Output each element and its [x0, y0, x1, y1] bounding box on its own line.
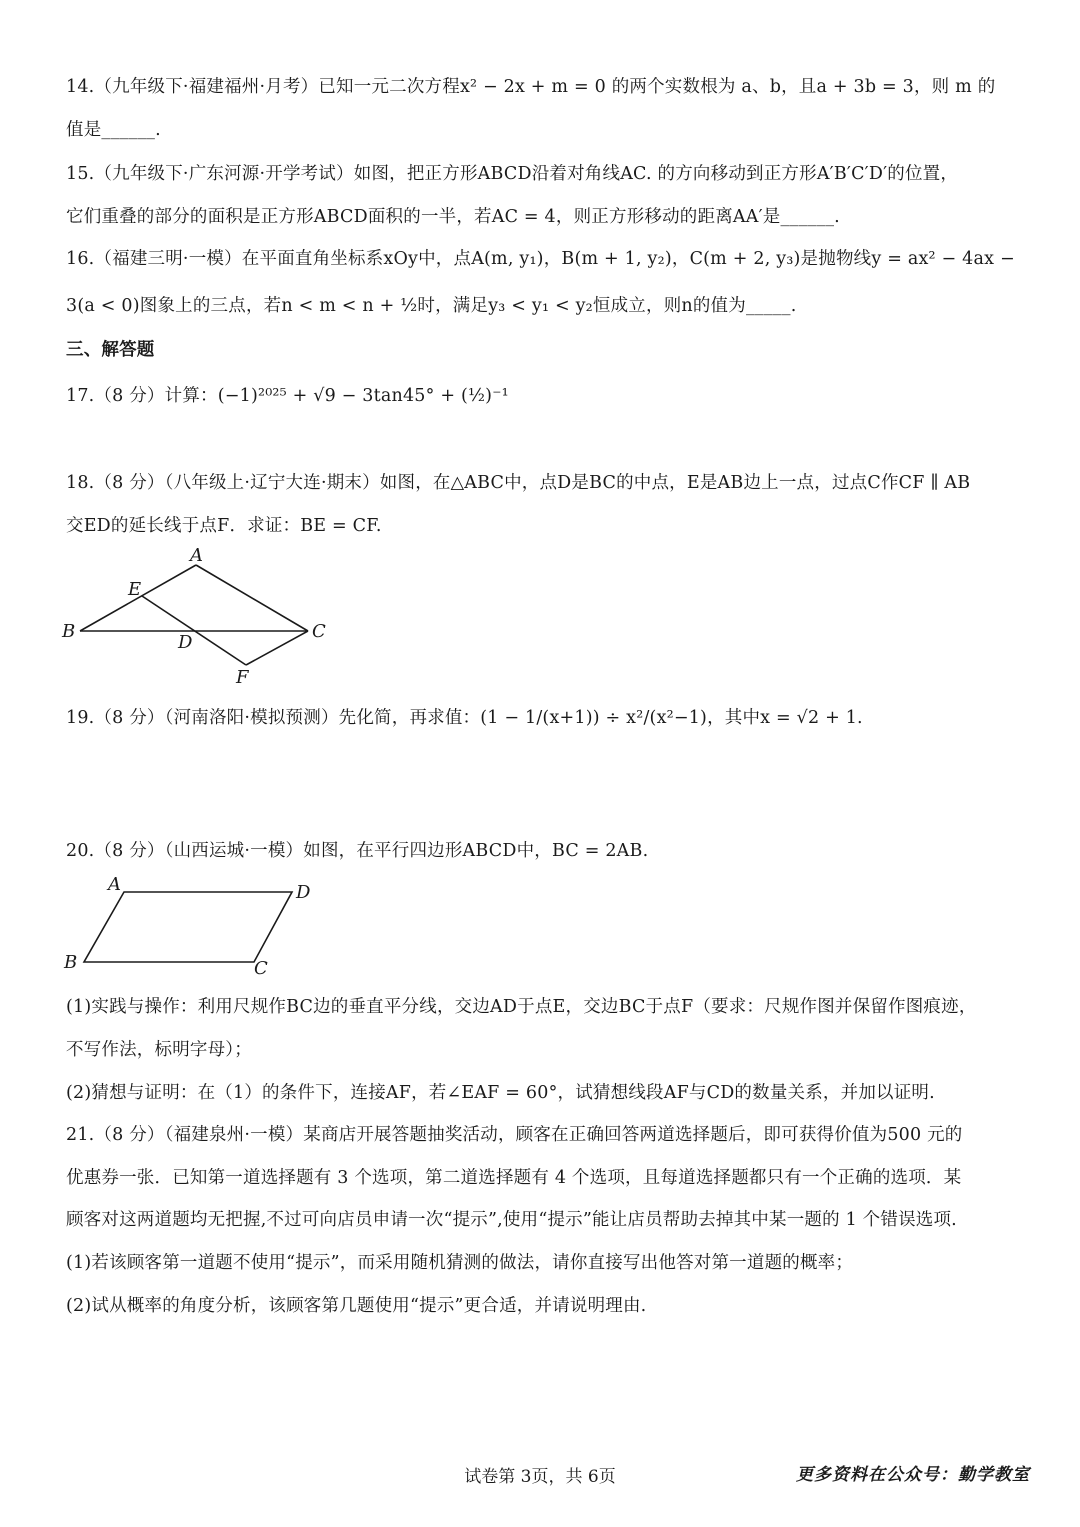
q21-part1: (1)若该顾客第一道题不使用“提示”，而采用随机猜测的做法，请你直接写出他答对第一道题的概率；	[66, 1253, 854, 1273]
q14-line2: 值是______.	[66, 120, 161, 140]
triangle-figure	[58, 545, 348, 690]
q18-line2: 交ED的延长线于点F．求证：BE = CF.	[66, 516, 382, 536]
q17-line1: 17.（8 分）计算：(−1)²⁰²⁵ + √9 − 3tan45° + (½)⁻¹	[66, 386, 509, 406]
q19-line1: 19.（8 分）（河南洛阳·模拟预测）先化简，再求值：(1 − 1/(x+1)) ÷ x²/(x²−1)，其中x = √2 + 1.	[66, 708, 863, 728]
q16-line1: 16.（福建三明·一模）在平面直角坐标系xOy中，点A(m, y₁)，B(m + 1, y₂)，C(m + 2, y₃)是抛物线y = ax² − 4ax −	[66, 249, 1015, 269]
q15-line1: 15.（九年级下·广东河源·开学考试）如图，把正方形ABCD沿着对角线AC. 的方向移动到正方形A′B′C′D′的位置，	[66, 164, 959, 184]
label-F: F	[236, 667, 249, 688]
q20-part1-line2: 不写作法，标明字母）；	[66, 1040, 252, 1060]
q20-line1: 20.（8 分）（山西运城·一模）如图，在平行四边形ABCD中，BC = 2AB.	[66, 841, 649, 861]
q18-line1: 18.（8 分）（八年级上·辽宁大连·期末）如图，在△ABC中，点D是BC的中点，E是AB边上一点，过点C作CF ∥ AB	[66, 473, 971, 493]
q20-part1-line1: (1)实践与操作：利用尺规作BC边的垂直平分线，交边AD于点E，交边BC于点F（要求：尺规作图并保留作图痕迹，	[66, 997, 977, 1017]
label-B: B	[64, 952, 78, 973]
q21-line3: 顾客对这两道题均无把握,不过可向店员申请一次“提示”,使用“提示”能让店员帮助去掉其中某一题的 1 个错误选项.	[66, 1210, 957, 1230]
label-C: C	[312, 621, 326, 642]
watermark-text: 更多资料在公众号：勤学教室	[796, 1465, 1030, 1485]
q14-line1: 14.（九年级下·福建福州·月考）已知一元二次方程x² − 2x + m = 0 的两个实数根为 a、b，且a + 3b = 3，则 m 的	[66, 77, 996, 97]
page-number: 试卷第 3页，共 6页	[464, 1467, 616, 1487]
label-C: C	[254, 958, 268, 979]
parallelogram-figure	[58, 872, 328, 982]
label-E: E	[128, 579, 142, 600]
label-D: D	[296, 882, 311, 903]
q21-part2: (2)试从概率的角度分析，该顾客第几题使用“提示”更合适，并请说明理由.	[66, 1296, 647, 1316]
label-A: A	[190, 545, 203, 566]
q16-line2: 3(a < 0)图象上的三点，若n < m < n + ½时，满足y₃ < y₁ < y₂恒成立，则n的值为_____.	[66, 296, 797, 316]
label-B: B	[62, 621, 76, 642]
q21-line2: 优惠券一张．已知第一道选择题有 3 个选项，第二道选择题有 4 个选项，且每道选择题都只有一个正确的选项．某	[66, 1168, 962, 1188]
q21-line1: 21.（8 分）（福建泉州·一模）某商店开展答题抽奖活动，顾客在正确回答两道选择题后，即可获得价值为500 元的	[66, 1125, 963, 1145]
q15-line2: 它们重叠的部分的面积是正方形ABCD面积的一半，若AC = 4，则正方形移动的距离AA′是______.	[66, 207, 840, 227]
label-A: A	[108, 874, 121, 895]
section-heading: 三、解答题	[66, 340, 155, 360]
q20-part2: (2)猜想与证明：在（1）的条件下，连接AF，若∠EAF = 60°，试猜想线段AF与CD的数量关系，并加以证明.	[66, 1083, 935, 1103]
label-D: D	[178, 632, 193, 653]
